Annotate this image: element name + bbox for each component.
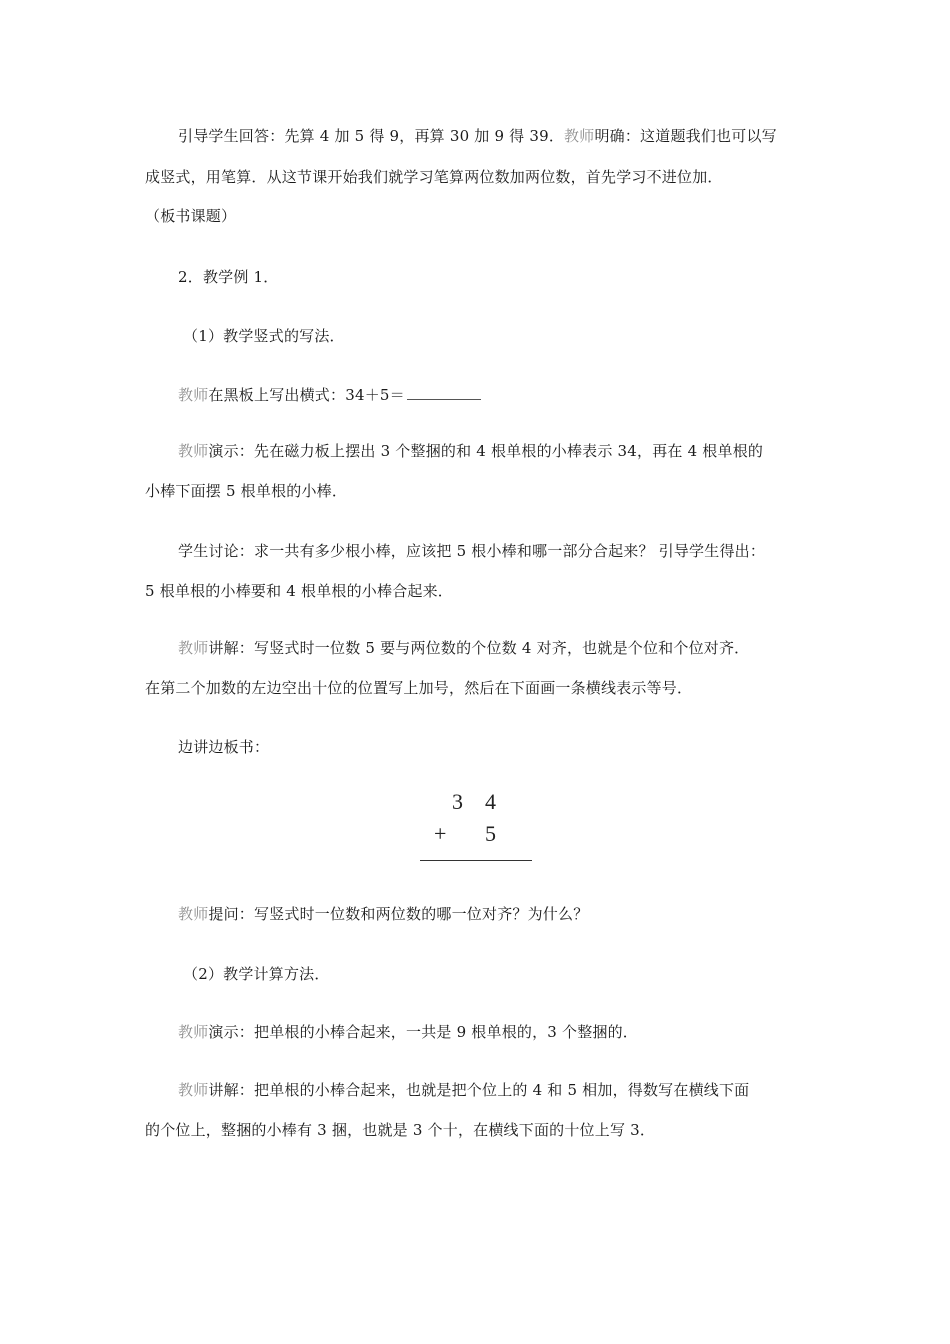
- answer-blank: [407, 385, 481, 400]
- plus-sign: +: [434, 821, 447, 846]
- paragraph-line: 在第二个加数的左边空出十位的位置写上加号，然后在下面画一条横线表示等号．: [145, 679, 693, 697]
- sum-line: [420, 860, 532, 861]
- teacher-label: 教师: [178, 1023, 209, 1041]
- text: 提问：写竖式时一位数和两位数的哪一位对齐？为什么？: [208, 905, 589, 923]
- teacher-label: 教师: [178, 386, 209, 404]
- paragraph-line: （板书课题）: [145, 207, 237, 225]
- paragraph-line: [178, 1022, 638, 1042]
- paragraph-line: 学生讨论：求一共有多少根小棒，应该把 5 根小棒和哪一部分合起来？ 引导学生得出：: [178, 542, 766, 560]
- digit-addend: 5: [485, 821, 496, 846]
- section-heading: 2．教学例 1．: [178, 268, 279, 286]
- text: 演示：把单根的小棒合起来，一共是 9 根单根的，3 个整捆的．: [208, 1023, 639, 1041]
- teacher-label: 教师: [178, 639, 209, 657]
- text: 讲解：把单根的小棒合起来，也就是把个位上的 4 和 5 相加，得数写在横线下面: [208, 1081, 750, 1099]
- vertical-addition: [418, 790, 538, 868]
- paragraph-line: [178, 126, 777, 146]
- text: 讲解：写竖式时一位数 5 要与两位数的个位数 4 对齐，也就是个位和个位对齐．: [208, 639, 750, 657]
- paragraph-line: 小棒下面摆 5 根单根的小棒．: [145, 482, 348, 500]
- teacher-label: 教师: [178, 905, 209, 923]
- paragraph-line: 边讲边板书：: [178, 738, 270, 756]
- paragraph-line: 5 根单根的小棒要和 4 根单根的小棒合起来．: [145, 582, 453, 600]
- paragraph-line: 的个位上，整捆的小棒有 3 捆，也就是 3 个十，在横线下面的十位上写 3．: [145, 1121, 656, 1139]
- teacher-label: 教师: [178, 1081, 209, 1099]
- paragraph-line: [178, 638, 749, 658]
- text: 明确：这道题我们也可以写: [594, 127, 777, 145]
- paragraph-line: [178, 385, 481, 405]
- paragraph-line: [178, 1080, 749, 1100]
- teacher-label: 教师: [564, 127, 595, 145]
- text: 演示：先在磁力板上摆出 3 个整捆的和 4 根单根的小棒表示 34，再在 4 根单根的: [208, 442, 764, 460]
- subsection-heading: （2）教学计算方法．: [183, 965, 330, 983]
- paragraph-line: 成竖式，用笔算．从这节课开始我们就学习笔算两位数加两位数，首先学习不进位加．: [145, 168, 723, 186]
- text: 在黑板上写出横式：34＋5＝: [208, 386, 405, 404]
- digit-tens: 3: [452, 789, 463, 814]
- teacher-label: 教师: [178, 442, 209, 460]
- digit-ones: 4: [485, 789, 496, 814]
- paragraph-line: [178, 441, 763, 461]
- subsection-heading: （1）教学竖式的写法．: [183, 327, 345, 345]
- paragraph-line: [178, 904, 588, 924]
- text: 引导学生回答：先算 4 加 5 得 9，再算 30 加 9 得 39．: [178, 127, 565, 145]
